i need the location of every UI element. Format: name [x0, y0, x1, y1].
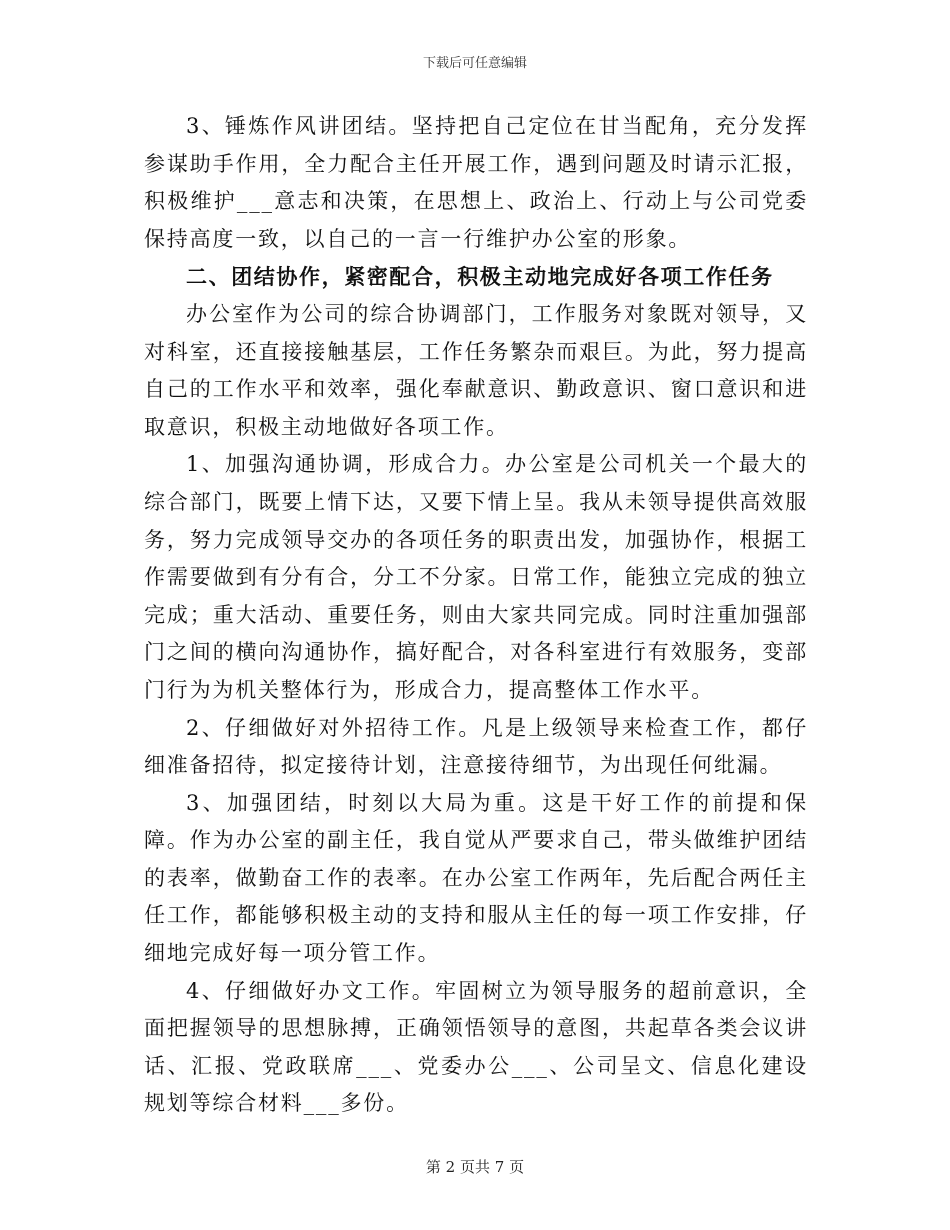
paragraph-work-style: 3、锤炼作风讲团结。坚持把自己定位在甘当配角，充分发挥参谋助手作用，全力配合主任开展工作，遇到问题及时请示汇报，积极维护___意志和决策，在思想上、政治上、行动上与公司党委保持高度一致，以自己的一言一行维护办公室的形象。 — [144, 114, 808, 251]
page-header: 下载后可任意编辑 — [422, 56, 527, 71]
paragraph-document-work: 4、仔细做好办文工作。牢固树立为领导服务的超前意识，全面把握领导的思想脉搏，正确领悟领导的意图，共起草各类会议讲话、汇报、党政联席___、党委办公___、公司呈文、信息化建设规划等综合材料___多份。 — [144, 978, 808, 1116]
page-footer: 第 2 页共 7 页 — [425, 1158, 525, 1176]
section-heading-2: 二、团结协作，紧密配合，积极主动地完成好各项工作任务 — [186, 264, 774, 290]
paragraph-communication: 1、加强沟通协调，形成合力。办公室是公司机关一个最大的综合部门，既要上情下达，又要下情上呈。我从未领导提供高效服务，努力完成领导交办的各项任务的职责出发，加强协作，根据工作需要做到有分有合，分工不分家。日常工作，能独立完成的独立完成；重大活动、重要任务，则由大家共同完成。同时注重加强部门之间的横向沟通协作，搞好配合，对各科室进行有效服务，变部门行为为机关整体行为，形成合力，提高整体工作水平。 — [144, 452, 808, 702]
paragraph-unity: 3、加强团结，时刻以大局为重。这是干好工作的前提和保障。作为办公室的副主任，我自觉从严要求自己，带头做维护团结的表率，做勤奋工作的表率。在办公室工作两年，先后配合两任主任工作，都能够积极主动的支持和服从主任的每一项工作安排，仔细地完成好每一项分管工作。 — [144, 790, 808, 966]
document-body — [144, 108, 808, 1123]
paragraph-reception: 2、仔细做好对外招待工作。凡是上级领导来检查工作，都仔细准备招待，拟定接待计划，注意接待细节，为出现任何纰漏。 — [144, 715, 808, 778]
paragraph-office-role: 办公室作为公司的综合协调部门，工作服务对象既对领导，又对科室，还直接接触基层，工作任务繁杂而艰巨。为此，努力提高自己的工作水平和效率，强化奉献意识、勤政意识、窗口意识和进取意识，积极主动地做好各项工作。 — [144, 301, 808, 439]
